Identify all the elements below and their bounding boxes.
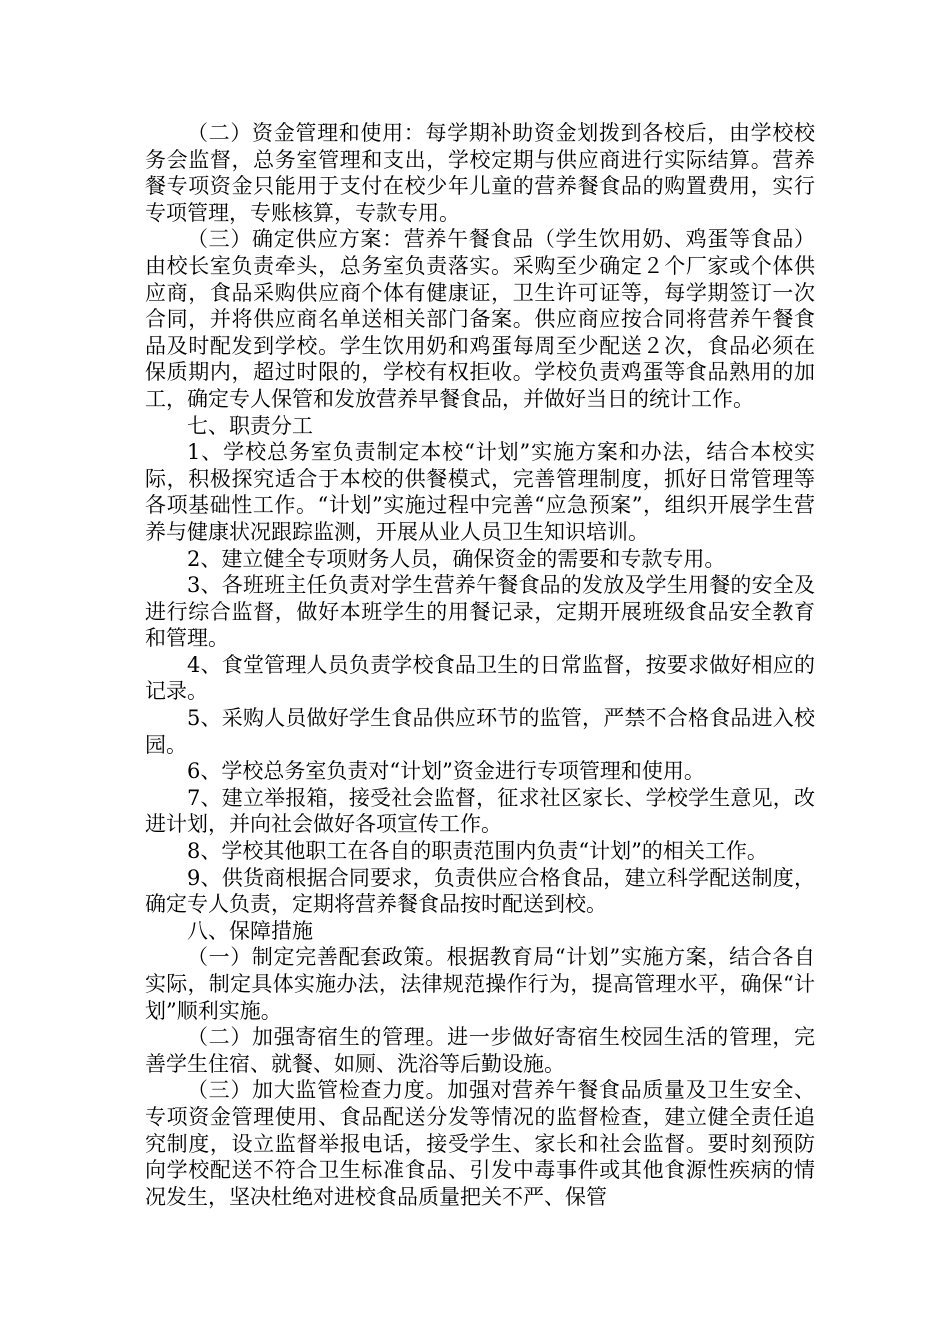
paragraph-item-4: 4、食堂管理人员负责学校食品卫生的日常监督，按要求做好相应的记录。: [145, 652, 815, 704]
paragraph-supply-plan: （三）确定供应方案：营养午餐食品（学生饮用奶、鸡蛋等食品）由校长室负责牵头，总务室负责落实。采购至少确定２个厂家或个体供应商，食品采购供应商个体有健康证，卫生许可证等，每学期签订一次合同，并将供应商名单送相关部门备案。供应商应按合同将营养午餐食品及时配发到学校。学生饮用奶和鸡蛋每周至少配送２次，食品必须在保质期内，超过时限的，学校有权拒收。学校负责鸡蛋等食品熟用的加工，确定专人保管和发放营养早餐食品，并做好当日的统计工作。: [145, 227, 815, 411]
paragraph-item-5: 5、采购人员做好学生食品供应环节的监管，严禁不合格食品进入校园。: [145, 706, 815, 757]
section-heading-safeguards: 八、保障措施: [187, 918, 313, 943]
paragraph-safeguard-3: （三）加大监管检查力度。加强对营养午餐食品质量及卫生安全、专项资金管理使用、食品配送分发等情况的监督检查，建立健全责任追究制度，设立监督举报电话，接受学生、家长和社会监督。要时刻预防向学校配送不符合卫生标准食品、引发中毒事件或其他食源性疾病的情况发生，坚决杜绝对进校食品质量把关不严、保管: [145, 1078, 815, 1209]
paragraph-safeguard-2: （二）加强寄宿生的管理。进一步做好寄宿生校园生活的管理，完善学生住宿、就餐、如厕、洗浴等后勤设施。: [145, 1025, 815, 1076]
paragraph-item-6: 6、学校总务室负责对“计划”资金进行专项管理和使用。: [187, 759, 705, 784]
paragraph-item-8: 8、学校其他职工在各自的职责范围内负责“计划”的相关工作。: [187, 839, 768, 864]
paragraph-item-2: 2、建立健全专项财务人员，确保资金的需要和专款专用。: [187, 546, 726, 571]
paragraph-item-9: 9、供货商根据合同要求，负责供应合格食品，建立科学配送制度，确定专人负责，定期将营养餐食品按时配送到校。: [145, 865, 815, 917]
paragraph-item-7: 7、建立举报箱，接受社会监督，征求社区家长、学校学生意见，改进计划，并向社会做好各项宣传工作。: [145, 785, 815, 837]
paragraph-item-1: 1、学校总务室负责制定本校“计划”实施方案和办法，结合本校实际，积极探究适合于本校的供餐模式，完善管理制度，抓好日常管理等各项基础性工作。“计划”实施过程中完善“应急预案”，组织开展学生营养与健康状况跟踪监测，开展从业人员卫生知识培训。: [145, 440, 815, 544]
section-heading-responsibilities: 七、职责分工: [187, 413, 313, 438]
paragraph-item-3: 3、各班班主任负责对学生营养午餐食品的发放及学生用餐的安全及进行综合监督，做好本班学生的用餐记录，定期开展班级食品安全教育和管理。: [145, 573, 815, 651]
document-body: [145, 120, 815, 1210]
paragraph-safeguard-1: （一）制定完善配套政策。根据教育局“计划”实施方案，结合各自实际，制定具体实施办法，法律规范操作行为，提高管理水平，确保“计划”顺利实施。: [145, 945, 815, 1023]
paragraph-funds-management: （二）资金管理和使用：每学期补助资金划拨到各校后，由学校校务会监督，总务室管理和支出，学校定期与供应商进行实际结算。营养餐专项资金只能用于支付在校少年儿童的营养餐食品的购置费用，实行专项管理，专账核算，专款专用。: [145, 121, 815, 225]
